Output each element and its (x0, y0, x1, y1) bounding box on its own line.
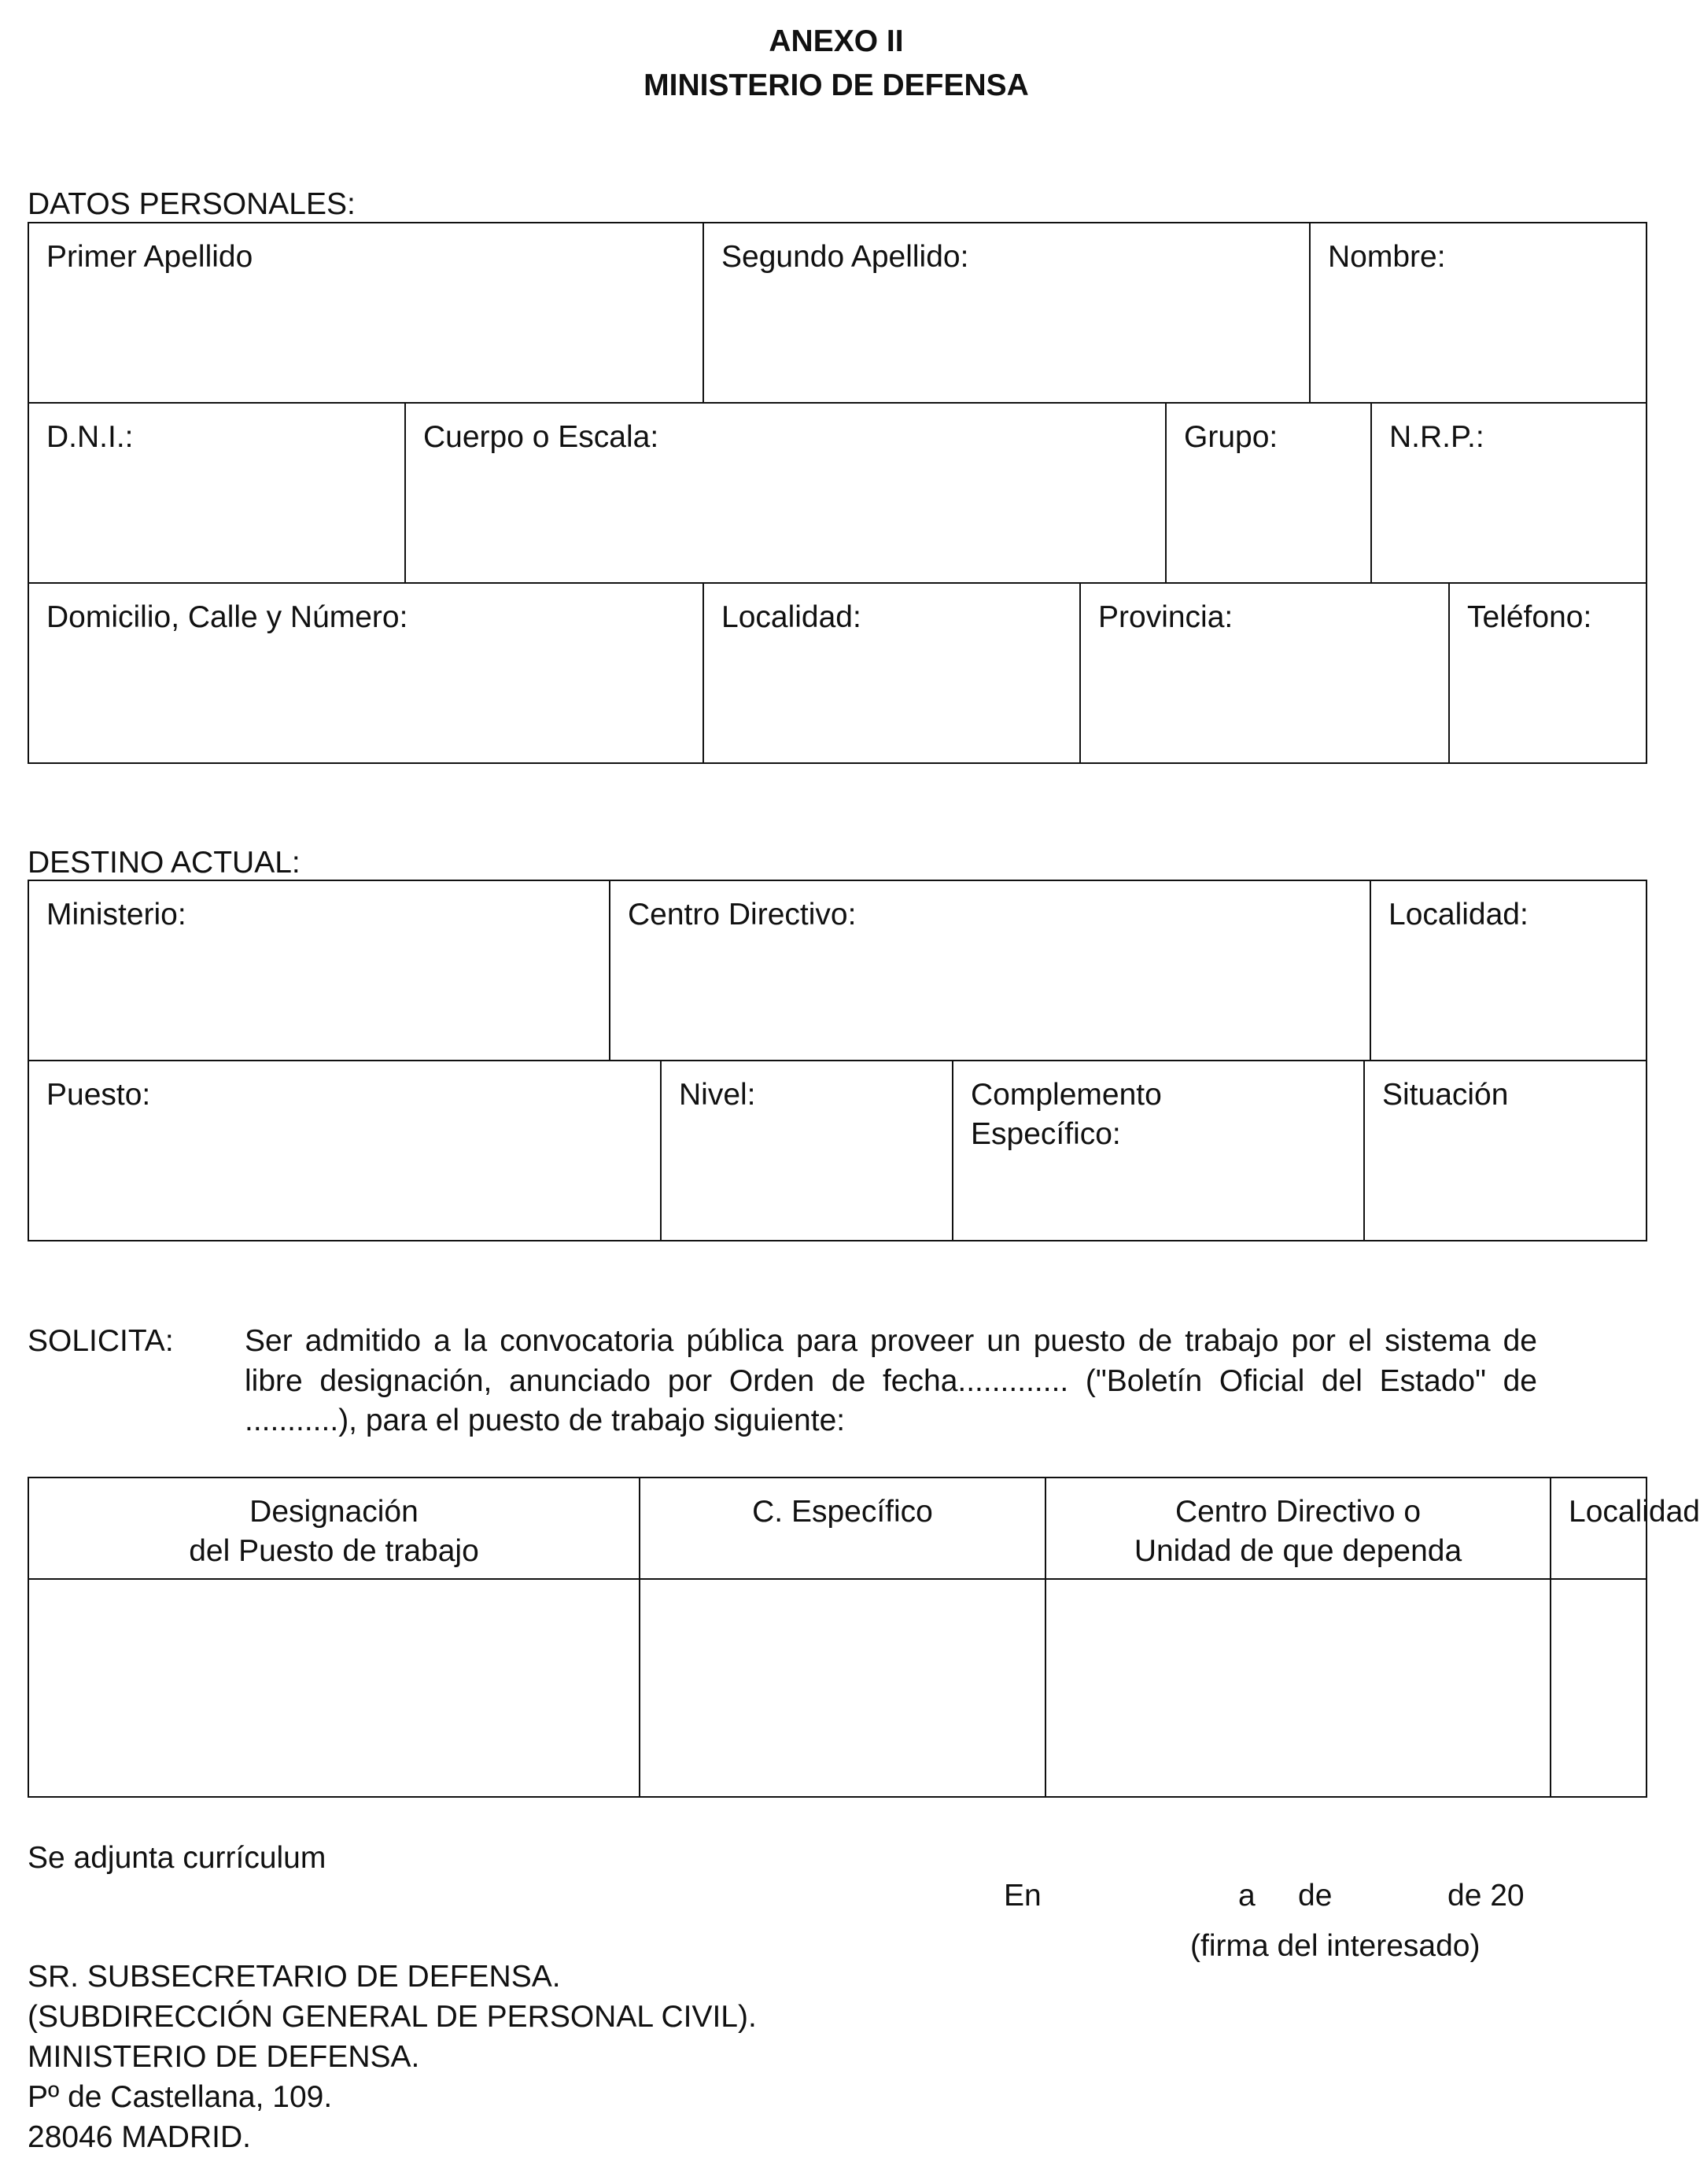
date-a: a (1238, 1879, 1256, 1913)
province-field[interactable]: Provincia: (1080, 583, 1449, 763)
requested-position-header-row (28, 1478, 1647, 1579)
personal-data-table-row2 (28, 402, 1647, 584)
directive-center-cell[interactable] (1045, 1579, 1551, 1797)
header-specific: C. Específico (640, 1478, 1045, 1579)
dni-field[interactable]: D.N.I.: (28, 403, 405, 583)
level-field[interactable]: Nivel: (661, 1061, 953, 1241)
requested-position-row (28, 1579, 1647, 1797)
specific-complement-field[interactable]: Complemento Específico: (953, 1061, 1364, 1241)
situation-field[interactable]: Situación (1364, 1061, 1647, 1241)
request-label: SOLICITA: (28, 1324, 174, 1358)
current-post-label: DESTINO ACTUAL: (28, 846, 301, 880)
personal-data-table (28, 222, 1647, 404)
personal-data-label: DATOS PERSONALES: (28, 187, 356, 221)
curriculum-note: Se adjunta currículum (28, 1841, 326, 1875)
address-line: 28046 MADRID. (28, 2120, 251, 2155)
recipient-address (28, 1957, 757, 2157)
nrp-field[interactable]: N.R.P.: (1371, 403, 1647, 583)
locality-cell[interactable] (1551, 1579, 1647, 1797)
name-field[interactable]: Nombre: (1310, 223, 1647, 403)
phone-field[interactable]: Teléfono: (1449, 583, 1647, 763)
date-de-1: de (1298, 1879, 1333, 1913)
address-line: MINISTERIO DE DEFENSA. (28, 2040, 420, 2075)
corps-field[interactable]: Cuerpo o Escala: (405, 403, 1166, 583)
position-field[interactable]: Puesto: (28, 1061, 661, 1241)
post-locality-field[interactable]: Localidad: (1370, 880, 1647, 1061)
header-locality: Localidad (1551, 1478, 1647, 1579)
date-de-2: de 20 (1447, 1879, 1525, 1913)
requested-position-table (28, 1477, 1700, 1798)
place-en: En (1004, 1879, 1042, 1913)
locality-field[interactable]: Localidad: (703, 583, 1080, 763)
ministry-title: MINISTERIO DE DEFENSA (643, 68, 1029, 102)
header-directive-center: Centro Directivo o Unidad de que dependa (1045, 1478, 1551, 1579)
current-post-table (28, 880, 1647, 1061)
personal-data-table-row3 (28, 582, 1647, 764)
specific-cell[interactable] (640, 1579, 1045, 1797)
annex-title: ANEXO II (769, 24, 904, 58)
directive-center-field[interactable]: Centro Directivo: (610, 880, 1370, 1061)
address-line: (SUBDIRECCIÓN GENERAL DE PERSONAL CIVIL). (28, 2000, 757, 2035)
address-line: SR. SUBSECRETARIO DE DEFENSA. (28, 1960, 561, 1994)
signature-label: (firma del interesado) (1190, 1929, 1481, 1963)
second-surname-field[interactable]: Segundo Apellido: (703, 223, 1310, 403)
designation-cell[interactable] (28, 1579, 640, 1797)
group-field[interactable]: Grupo: (1166, 403, 1371, 583)
first-surname-field[interactable]: Primer Apellido (28, 223, 703, 403)
current-post-table-row2 (28, 1060, 1647, 1241)
ministry-field[interactable]: Ministerio: (28, 880, 610, 1061)
address-field[interactable]: Domicilio, Calle y Número: (28, 583, 703, 763)
request-text: Ser admitido a la convocatoria pública para proveer un puesto de trabajo por el sistema de libre designación, anunciado por Orden de fecha............. ("Boletín Oficial del Estado" de ...........), para el puesto de trabajo siguiente: (245, 1324, 1537, 1438)
header-designation: Designación del Puesto de trabajo (28, 1478, 640, 1579)
address-line: Pº de Castellana, 109. (28, 2080, 333, 2115)
